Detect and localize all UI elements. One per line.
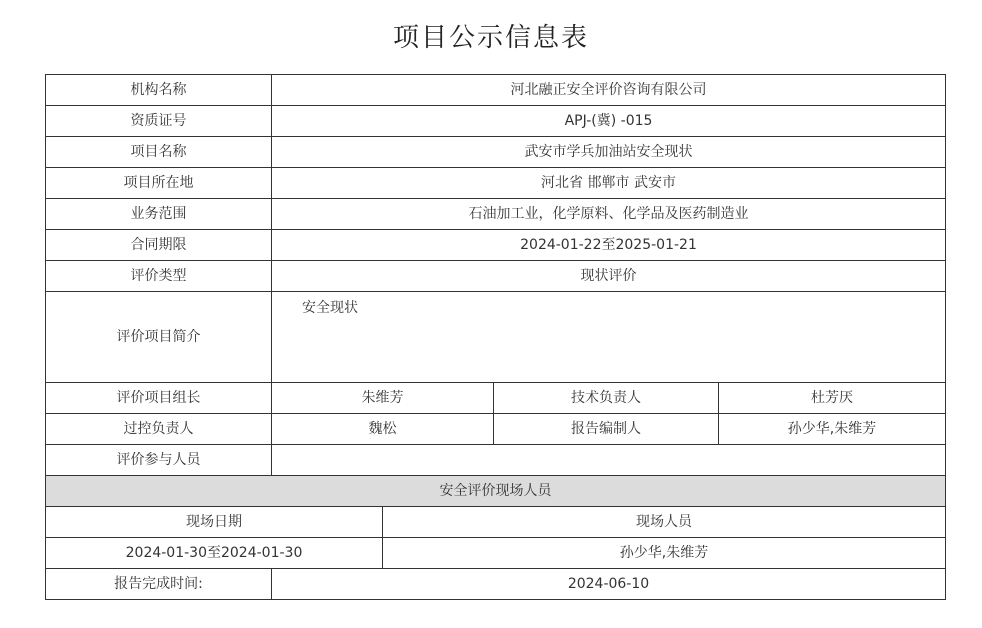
org-value: 河北融正安全评价咨询有限公司 (272, 75, 946, 106)
intro-label: 评价项目简介 (46, 292, 272, 383)
row-participants (46, 445, 946, 476)
eval-type-label: 评价类型 (46, 261, 272, 292)
row-project-name (46, 137, 946, 168)
business-scope-value: 石油加工业，化学原料、化学品及医药制造业 (272, 199, 946, 230)
row-org (46, 75, 946, 106)
qualification-value: APJ-(冀) -015 (272, 106, 946, 137)
row-process-lead (46, 414, 946, 445)
business-scope-label: 业务范围 (46, 199, 272, 230)
process-lead-value: 魏松 (272, 414, 494, 445)
row-business-scope (46, 199, 946, 230)
row-completion (46, 569, 946, 600)
row-onsite-section (46, 476, 946, 507)
completion-value: 2024-06-10 (272, 569, 946, 600)
row-onsite-header (46, 507, 946, 538)
row-team-leader (46, 383, 946, 414)
location-value: 河北省 邯郸市 武安市 (272, 168, 946, 199)
participants-value (272, 445, 946, 476)
row-eval-type (46, 261, 946, 292)
row-onsite-data (46, 538, 946, 569)
contract-period-label: 合同期限 (46, 230, 272, 261)
onsite-people-value: 孙少华,朱维芳 (383, 538, 946, 569)
row-location (46, 168, 946, 199)
row-intro (46, 292, 946, 383)
eval-type-value: 现状评价 (272, 261, 946, 292)
intro-value: 安全现状 (272, 292, 946, 383)
org-label: 机构名称 (46, 75, 272, 106)
team-leader-label: 评价项目组长 (46, 383, 272, 414)
team-leader-value: 朱维芳 (272, 383, 494, 414)
contract-period-value: 2024-01-22至2025-01-21 (272, 230, 946, 261)
onsite-date-value: 2024-01-30至2024-01-30 (46, 538, 383, 569)
location-label: 项目所在地 (46, 168, 272, 199)
report-writer-value: 孙少华,朱维芳 (719, 414, 946, 445)
onsite-date-header: 现场日期 (46, 507, 383, 538)
participants-label: 评价参与人员 (46, 445, 272, 476)
tech-lead-label: 技术负责人 (494, 383, 719, 414)
row-qualification (46, 106, 946, 137)
page-title: 项目公示信息表 (392, 23, 589, 53)
process-lead-label: 过控负责人 (46, 414, 272, 445)
onsite-section-header: 安全评价现场人员 (46, 476, 946, 507)
tech-lead-value: 杜芳厌 (719, 383, 946, 414)
project-name-label: 项目名称 (46, 137, 272, 168)
project-name-value: 武安市学兵加油站安全现状 (272, 137, 946, 168)
qualification-label: 资质证号 (46, 106, 272, 137)
row-contract-period (46, 230, 946, 261)
report-writer-label: 报告编制人 (494, 414, 719, 445)
completion-label: 报告完成时间: (46, 569, 272, 600)
onsite-people-header: 现场人员 (383, 507, 946, 538)
project-info-table (45, 74, 946, 600)
